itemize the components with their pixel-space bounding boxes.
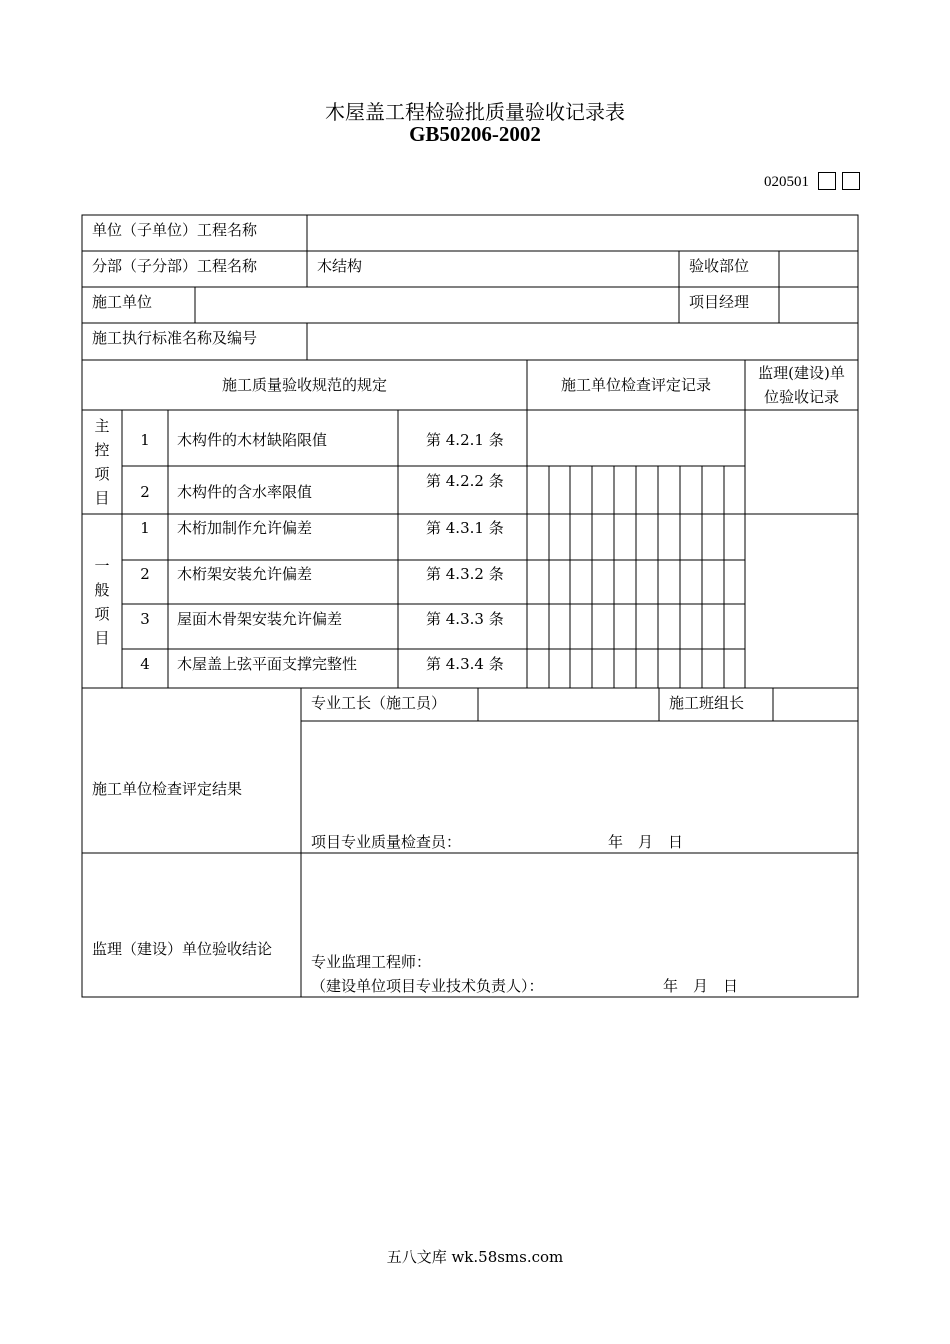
main-group-char: 项 [94,465,110,483]
item-name: 木桁加制作允许偏差 [177,519,313,537]
clause: 第 4.2.1 条 [426,431,504,449]
general-group-char: 一 [94,557,110,575]
sub-project-label: 分部（子分部）工程名称 [92,257,258,275]
row-number: 2 [140,483,150,501]
main-group-char: 控 [94,441,110,459]
item-name: 木构件的木材缺陷限值 [177,431,328,449]
spec-header: 施工质量验收规范的规定 [221,376,387,394]
row-number: 3 [140,610,150,628]
main-group-char: 主 [94,417,110,435]
foreman-label: 专业工长（施工员） [311,694,447,712]
row-number: 2 [140,565,150,583]
standard-label: 施工执行标准名称及编号 [92,329,258,347]
contractor-record-header: 施工单位检查评定记录 [560,376,711,394]
item-name: 木构件的含水率限值 [177,483,313,501]
item-name: 木屋盖上弦平面支撑完整性 [177,655,358,673]
row-number: 4 [140,655,150,673]
standard-code: GB50206-2002 [409,122,541,146]
sub-project-value: 木结构 [317,257,363,275]
contractor-label: 施工单位 [92,293,153,311]
general-group-char: 般 [94,581,110,599]
footer-watermark: 五八文库 wk.58sms.com [386,1248,564,1266]
general-group-char: 项 [94,605,110,623]
clause: 第 4.3.2 条 [426,565,504,583]
form-title: 木屋盖工程检验批质量验收记录表 [325,100,625,124]
inspection-part-label: 验收部位 [689,257,750,275]
supervisor-record-header-line2: 位验收记录 [763,388,839,406]
inspector-label: 项目专业质量检查员： [311,833,462,851]
row-number: 1 [140,431,150,449]
owner-label: （建设单位项目专业技术负责人）： [311,977,544,995]
main-group-char: 目 [94,489,110,507]
conclusion-date: 年 月 日 [663,977,739,995]
clause: 第 4.3.1 条 [426,519,504,537]
clause: 第 4.2.2 条 [426,472,504,490]
item-name: 木桁架安装允许偏差 [177,565,313,583]
engineer-label: 专业监理工程师： [311,953,432,971]
row-number: 1 [140,519,150,537]
supervisor-record-header-line1: 监理(建设)单 [758,364,845,382]
conclusion-label: 监理（建设）单位验收结论 [92,940,273,958]
item-name: 屋面木骨架安装允许偏差 [177,610,343,628]
team-leader-label: 施工班组长 [669,694,745,712]
unit-project-label: 单位（子单位）工程名称 [92,221,258,239]
result-label: 施工单位检查评定结果 [92,780,243,798]
result-date: 年 月 日 [608,833,684,851]
clause: 第 4.3.4 条 [426,655,504,673]
clause: 第 4.3.3 条 [426,610,504,628]
general-group-char: 目 [94,629,110,647]
form-code: 020501 [764,174,809,190]
project-manager-label: 项目经理 [689,293,750,311]
